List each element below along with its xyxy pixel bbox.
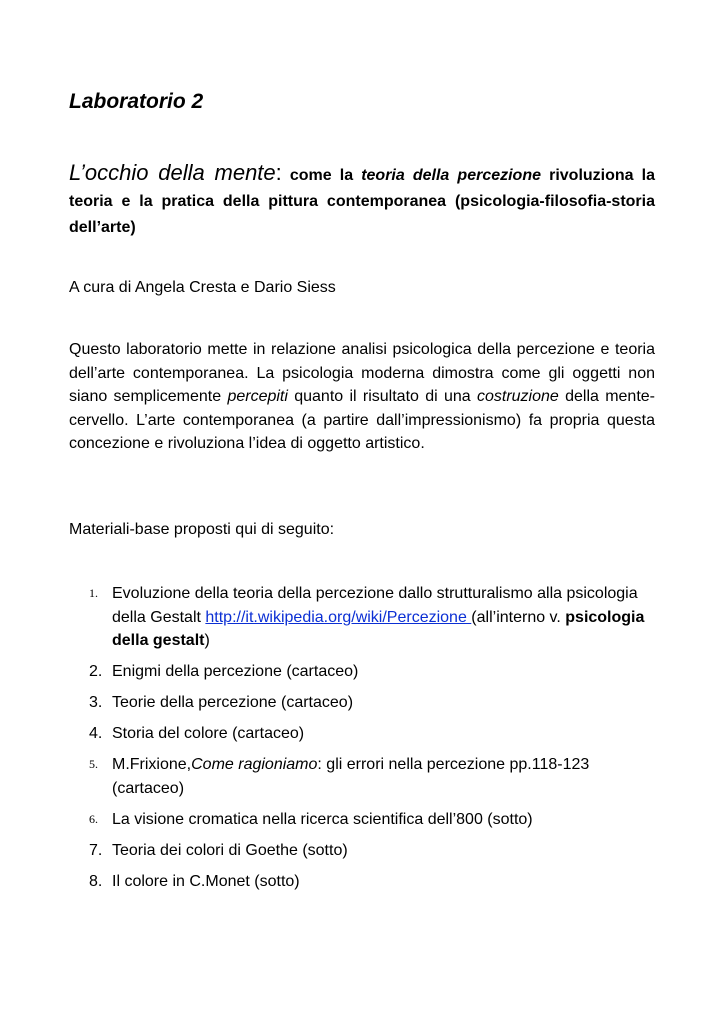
list-item [69,691,655,715]
list-item [69,660,655,684]
list-item [69,839,655,863]
heading-title: L’occhio della mente [69,160,276,185]
materials-list [69,582,655,901]
intro-text-1: Questo laboratorio mette in relazione analisi psicologica della percezione e teoria dell’arte contemporanea. La psicologia moderna dimostra come gli oggetti non siano semplicemente [69,341,655,406]
list-number: 7. [89,841,103,859]
materials-heading: Materiali-base proposti qui di seguito: [69,521,335,538]
list-item-text-2: (all’interno v. [471,608,566,626]
list-number: 5. [89,757,98,771]
intro-italic-2: costruzione [476,388,559,406]
list-number: 4. [89,725,103,742]
list-item-text: Enigmi della percezione (cartaceo) [112,663,359,680]
intro-text-3: della mente-cervello. L’arte contemporanea (a partire dall’impressionismo) fa propria questa concezione e rivoluziona l’idea di oggetto artistico. [69,388,655,453]
list-number: 8. [89,872,103,890]
lab-title: Laboratorio 2 [69,90,204,113]
list-number: 6. [89,811,98,826]
intro-paragraph [69,338,655,456]
list-item-text: Storia del colore (cartaceo) [112,725,305,742]
list-item-text: Evoluzione della teoria della percezione dallo strutturalismo alla psicologia della Gestalt [112,585,638,626]
list-item [69,870,655,894]
list-item-italic: Come ragioniamo [191,756,318,773]
list-item-text: Il colore in C.Monet (sotto) [112,872,300,890]
list-item-text-2: : gli errori nella percezione pp.118-123 (cartaceo) [112,756,590,797]
list-item [69,722,655,746]
list-number: 3. [89,694,103,711]
list-item-text: M.Frixione, [112,756,192,773]
list-item [69,753,655,800]
heading-text-1: come la [281,167,362,184]
intro-text-2: quanto il risultato di una [287,388,477,406]
list-number: 2. [89,663,103,680]
intro-italic-1: percepiti [227,388,288,406]
list-item-text: Teorie della percezione (cartaceo) [112,694,354,711]
list-item [69,808,655,832]
list-item-text-3: ) [204,632,210,649]
list-item [69,582,655,653]
heading-colon: : [275,160,282,185]
list-item-text: Teoria dei colori di Goethe (sotto) [112,841,348,859]
heading-italic: teoria della percezione [361,167,542,184]
authors-line: A cura di Angela Cresta e Dario Siess [69,279,336,296]
list-item-bold: psicologia della gestalt [112,608,645,649]
list-number: 1. [89,586,98,600]
wikipedia-link[interactable]: http://it.wikipedia.org/wiki/Percezione [205,608,472,626]
lab-heading [69,160,655,241]
list-item-text: La visione cromatica nella ricerca scientifica dell’800 (sotto) [112,810,533,828]
heading-text-2: rivoluziona la teoria e la pratica della pittura contemporanea (psicologia-filosofia-storia dell’arte) [69,167,655,236]
